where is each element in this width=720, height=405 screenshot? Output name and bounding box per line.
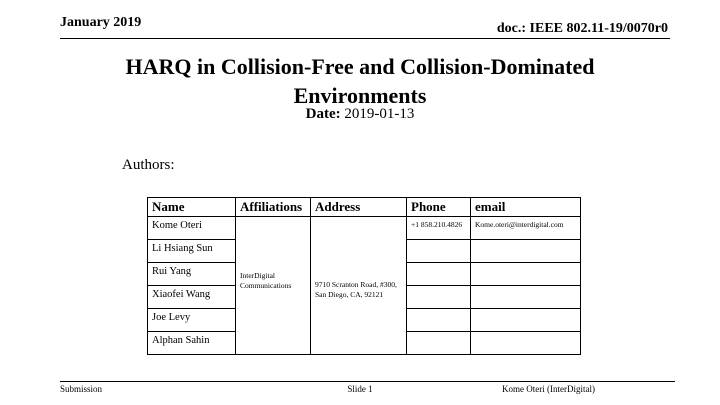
author-name: Joe Levy — [148, 309, 236, 332]
author-phone — [407, 309, 471, 332]
footer-submission: Submission — [60, 384, 103, 394]
header-rule — [60, 38, 670, 39]
title-line-2: Environments — [293, 83, 427, 108]
date-label: Date: — [305, 106, 341, 122]
author-email — [471, 240, 581, 263]
footer-author: Kome Oteri (InterDigital) — [502, 384, 595, 394]
footer-rule — [60, 381, 675, 382]
col-header-phone: Phone — [407, 198, 471, 217]
col-header-affiliations: Affiliations — [236, 198, 311, 217]
author-email — [471, 332, 581, 355]
author-phone — [407, 332, 471, 355]
header-date: January 2019 — [60, 15, 142, 30]
author-phone — [407, 240, 471, 263]
col-header-email: email — [471, 198, 581, 217]
footer-slide-number: Slide 1 — [347, 384, 373, 394]
author-name: Li Hsiang Sun — [148, 240, 236, 263]
author-phone — [407, 286, 471, 309]
header-doc-id: doc.: IEEE 802.11-19/0070r0 — [496, 21, 668, 36]
author-email: Kome.oteri@interdigital.com — [471, 217, 581, 240]
author-name: Xiaofei Wang — [148, 286, 236, 309]
author-name: Alphan Sahin — [148, 332, 236, 355]
author-name: Kome Oteri — [148, 217, 236, 240]
author-email — [471, 263, 581, 286]
author-email — [471, 309, 581, 332]
col-header-address: Address — [311, 198, 407, 217]
table-header-row — [148, 198, 581, 217]
date-value: 2019-01-13 — [340, 106, 415, 122]
title-line-1: HARQ in Collision-Free and Collision-Dominated — [125, 54, 595, 79]
col-header-name: Name — [148, 198, 236, 217]
author-address: 9710 Scranton Road, #300, San Diego, CA, 92121 — [311, 217, 407, 355]
author-phone — [407, 263, 471, 286]
authors-label: Authors: — [122, 157, 175, 173]
author-affiliation: InterDigital Communications — [236, 217, 311, 355]
date-line — [0, 106, 720, 123]
author-phone: +1 858.210.4826 — [407, 217, 471, 240]
slide-title — [110, 52, 610, 110]
authors-table — [147, 197, 581, 355]
author-email — [471, 286, 581, 309]
author-name: Rui Yang — [148, 263, 236, 286]
table-row — [148, 217, 581, 240]
